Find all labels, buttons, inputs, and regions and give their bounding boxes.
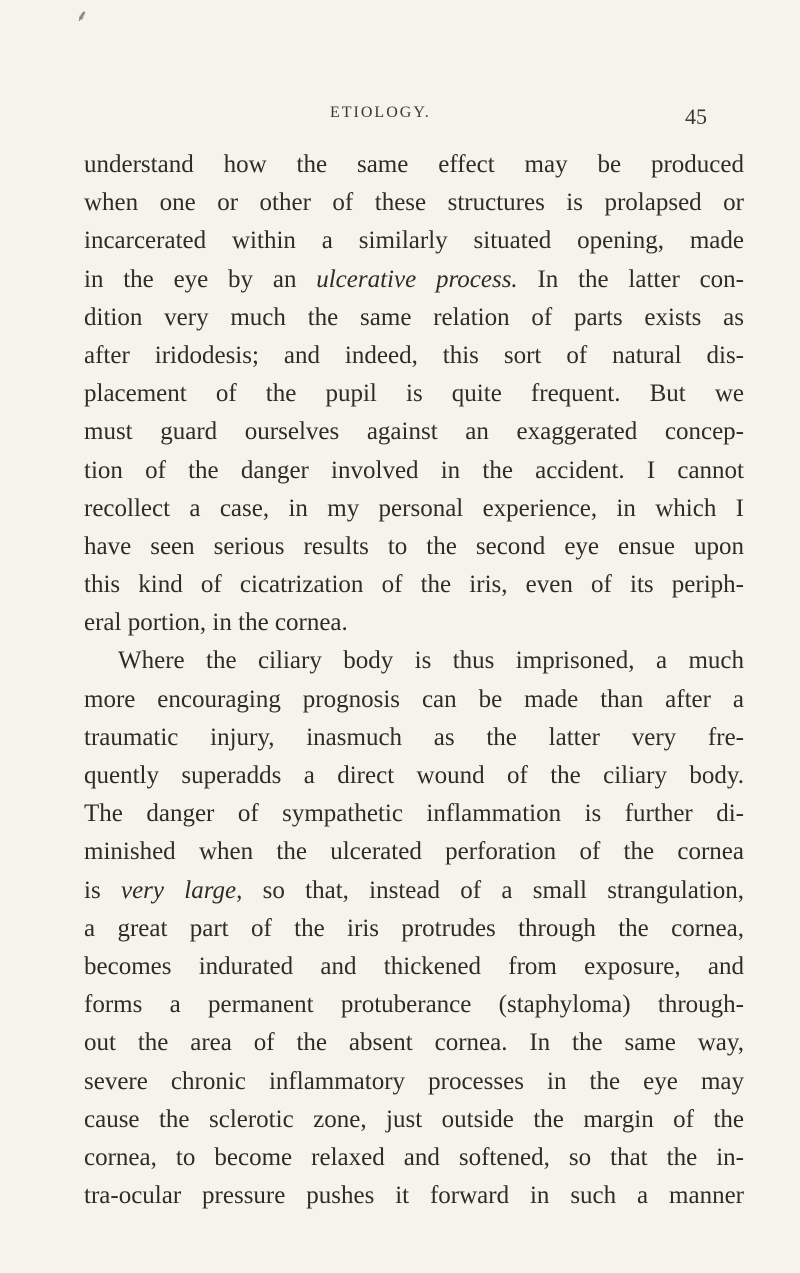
italic-term: ulcerative process. [316,265,518,293]
text-line: cause the sclerotic zone, just outside the margin of the [84,1105,744,1133]
text-span: is [84,876,121,904]
text-line: dition very much the same relation of parts exists as [84,303,744,331]
text-line: out the area of the absent cornea. In the same way, [84,1029,744,1057]
text-line: must guard ourselves against an exaggerated concep- [84,418,744,446]
text-line: when one or other of these structures is prolapsed or [84,189,744,217]
text-line [84,872,744,910]
text-line [84,261,744,299]
text-line: cornea, to become relaxed and softened, so that the in- [84,1143,744,1171]
text-line: recollect a case, in my personal experience, in which I [84,494,744,522]
text-line: have seen serious results to the second eye ensue upon [84,532,744,560]
text-line: severe chronic inflammatory processes in the eye may [84,1067,744,1095]
text-line: traumatic injury, inasmuch as the latter very fre- [84,723,744,751]
text-line: becomes indurated and thickened from exposure, and [84,952,744,980]
paragraph-2 [84,642,744,1215]
text-span: so that, instead of a small strangulation, [242,876,744,904]
text-line: incarcerated within a similarly situated opening, made [84,227,744,255]
running-head: ETIOLOGY. [330,104,431,121]
text-line: more encouraging prognosis can be made than after a [84,685,744,713]
text-span: in the eye by an [84,265,317,293]
top-mark: ⸙ [76,8,89,25]
text-line: after iridodesis; and indeed, this sort of natural dis- [84,341,744,369]
italic-term: very large, [120,876,243,904]
text-line: minished when the ulcerated perforation of the cornea [84,838,744,866]
text-line: quently superadds a direct wound of the ciliary body. [84,762,744,789]
text-line: understand how the same effect may be produced [84,151,744,178]
text-line: this kind of cicatrization of the iris, even of its periph- [84,571,744,599]
paragraph-1 [84,146,744,642]
text-line: The danger of sympathetic inflammation is further di- [84,800,744,828]
text-line: a great part of the iris protrudes through the cornea, [84,914,744,942]
text-line: placement of the pupil is quite frequent. But we [84,380,744,408]
text-line: tra-ocular pressure pushes it forward in such a manner [84,1182,744,1210]
page-header [0,100,800,130]
page-number: 45 [685,104,707,129]
body-text [84,146,744,1215]
text-span: In the latter con- [517,265,744,293]
text-line: forms a permanent protuberance (staphyloma) through- [84,991,744,1019]
text-line: tion of the danger involved in the accident. I cannot [84,456,744,484]
text-line: Where the ciliary body is thus imprisoned, a much [118,647,744,675]
text-line: eral portion, in the cornea. [84,609,348,637]
